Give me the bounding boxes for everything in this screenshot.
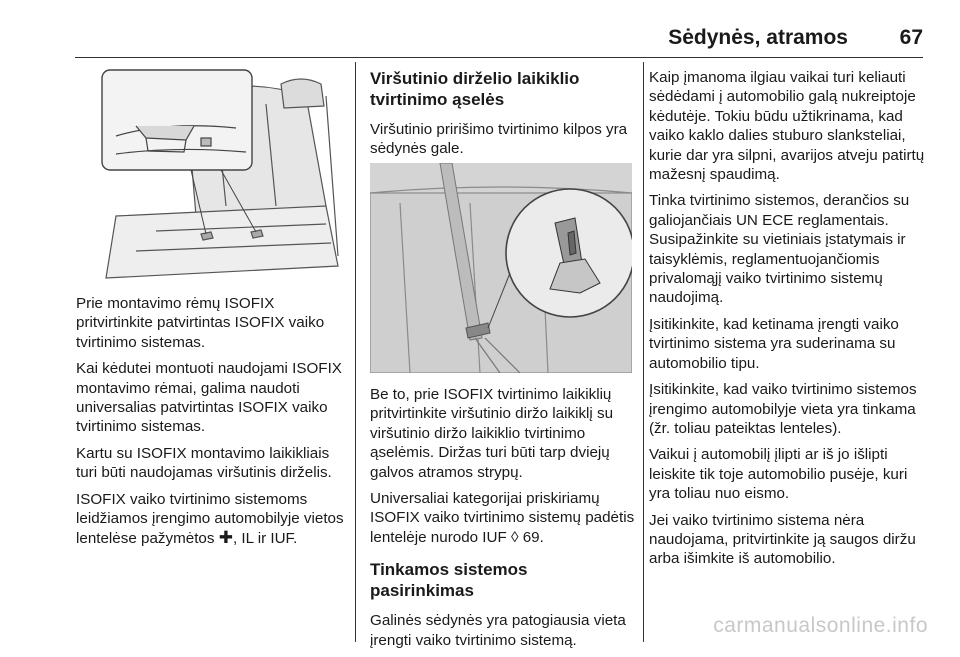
paragraph-text: , IL ir IUF. [232,530,298,548]
column-2-bottom [370,385,635,657]
paragraph: Jei vaiko tvirtinimo sistema nėra naudojama, pritvirtinkite ją saugos diržu arba išimkite iš automobilio. [649,511,916,568]
section-heading: Tinkamos sistemos pasirinkimas [370,560,528,601]
page-header [0,0,960,60]
paragraph: Vaikui į automobilį įlipti ar iš jo išlipti leiskite tik toje automobilio pusėje, kuri yra toliau nuo eismo. [649,446,908,503]
isofix-cross-icon: ✚ [218,528,233,548]
isofix-seat-illustration [76,66,340,280]
paragraph: Kaip įmanoma ilgiau vaikai turi keliauti sėdėdami į automobilio galą nukreiptoje kėdutėje. Tokiu būdu užtikrinama, kad vaiko kaklo dalies stuburo slanksteliai, kurie dar yra silpni, avarijos atveju patirtų mažesnį spaudimą. [649,69,925,184]
watermark: carmanualsonline.info [713,614,928,637]
page-reference-link[interactable]: ◊ 69. [511,528,544,546]
paragraph: Galinės sėdynės yra patogiausia vieta įrengti vaiko tvirtinimo sistemą. [370,612,626,649]
page-number: 67 [899,26,923,49]
paragraph: Įsitikinkite, kad ketinama įrengti vaiko tvirtinimo sistema yra suderinama su automobilio tipu. [649,315,899,372]
column-2-top [370,68,635,166]
page-title: Sėdynės, atramos [668,26,848,49]
paragraph-text: Universaliai kategorijai priskiriamų ISOFIX vaiko tvirtinimo sistemų padėtis lentelėje nurodo IUF [370,490,635,546]
paragraph [76,490,348,549]
paragraph: Įsitikinkite, kad vaiko tvirtinimo sistemos įrengimo automobilyje vieta yra tinkama (žr. toliau pateiktas lenteles). [649,381,917,437]
paragraph: Kai kėdutei montuoti naudojami ISOFIX montavimo rėmai, galima naudoti universalias patvirtintas ISOFIX vaiko tvirtinimo sistemas. [76,360,342,436]
paragraph: Prie montavimo rėmų ISOFIX pritvirtinkite patvirtintas ISOFIX vaiko tvirtinimo sistemas. [76,295,325,351]
top-tether-illustration [370,163,632,373]
column-divider [643,62,644,642]
paragraph: Be to, prie ISOFIX tvirtinimo laikiklių pritvirtinkite viršutinio diržo laikiklį su viršutinio diržo laikiklio tvirtinimo ąselėmis. Diržas turi būti tarp dviejų galvos atramos strypų. [370,386,614,481]
column-divider [355,62,356,642]
paragraph-text: ISOFIX vaiko tvirtinimo sistemoms leidžiamos įrengimo automobilyje vietos lentelėse pažymėtos [76,490,344,548]
paragraph: Tinka tvirtinimo sistemos, derančios su galiojančiais UN ECE reglamentais. Susipažinkite su vietiniais įstatymais ir taisyklėmis, reglamentuojančiomis privalomąjį vaiko tvirtinimo sistemų naudojimą. [649,192,910,307]
paragraph: Viršutinio pririšimo tvirtinimo kilpos yra sėdynės gale. [370,121,628,158]
header-rule [75,57,923,58]
paragraph [370,489,635,547]
column-3-text [649,68,932,576]
column-1-text [76,294,348,556]
paragraph: Kartu su ISOFIX montavimo laikikliais turi būti naudojamas viršutinis dirželis. [76,444,332,482]
section-heading: Viršutinio dirželio laikiklio tvirtinimo ąselės [370,69,580,109]
